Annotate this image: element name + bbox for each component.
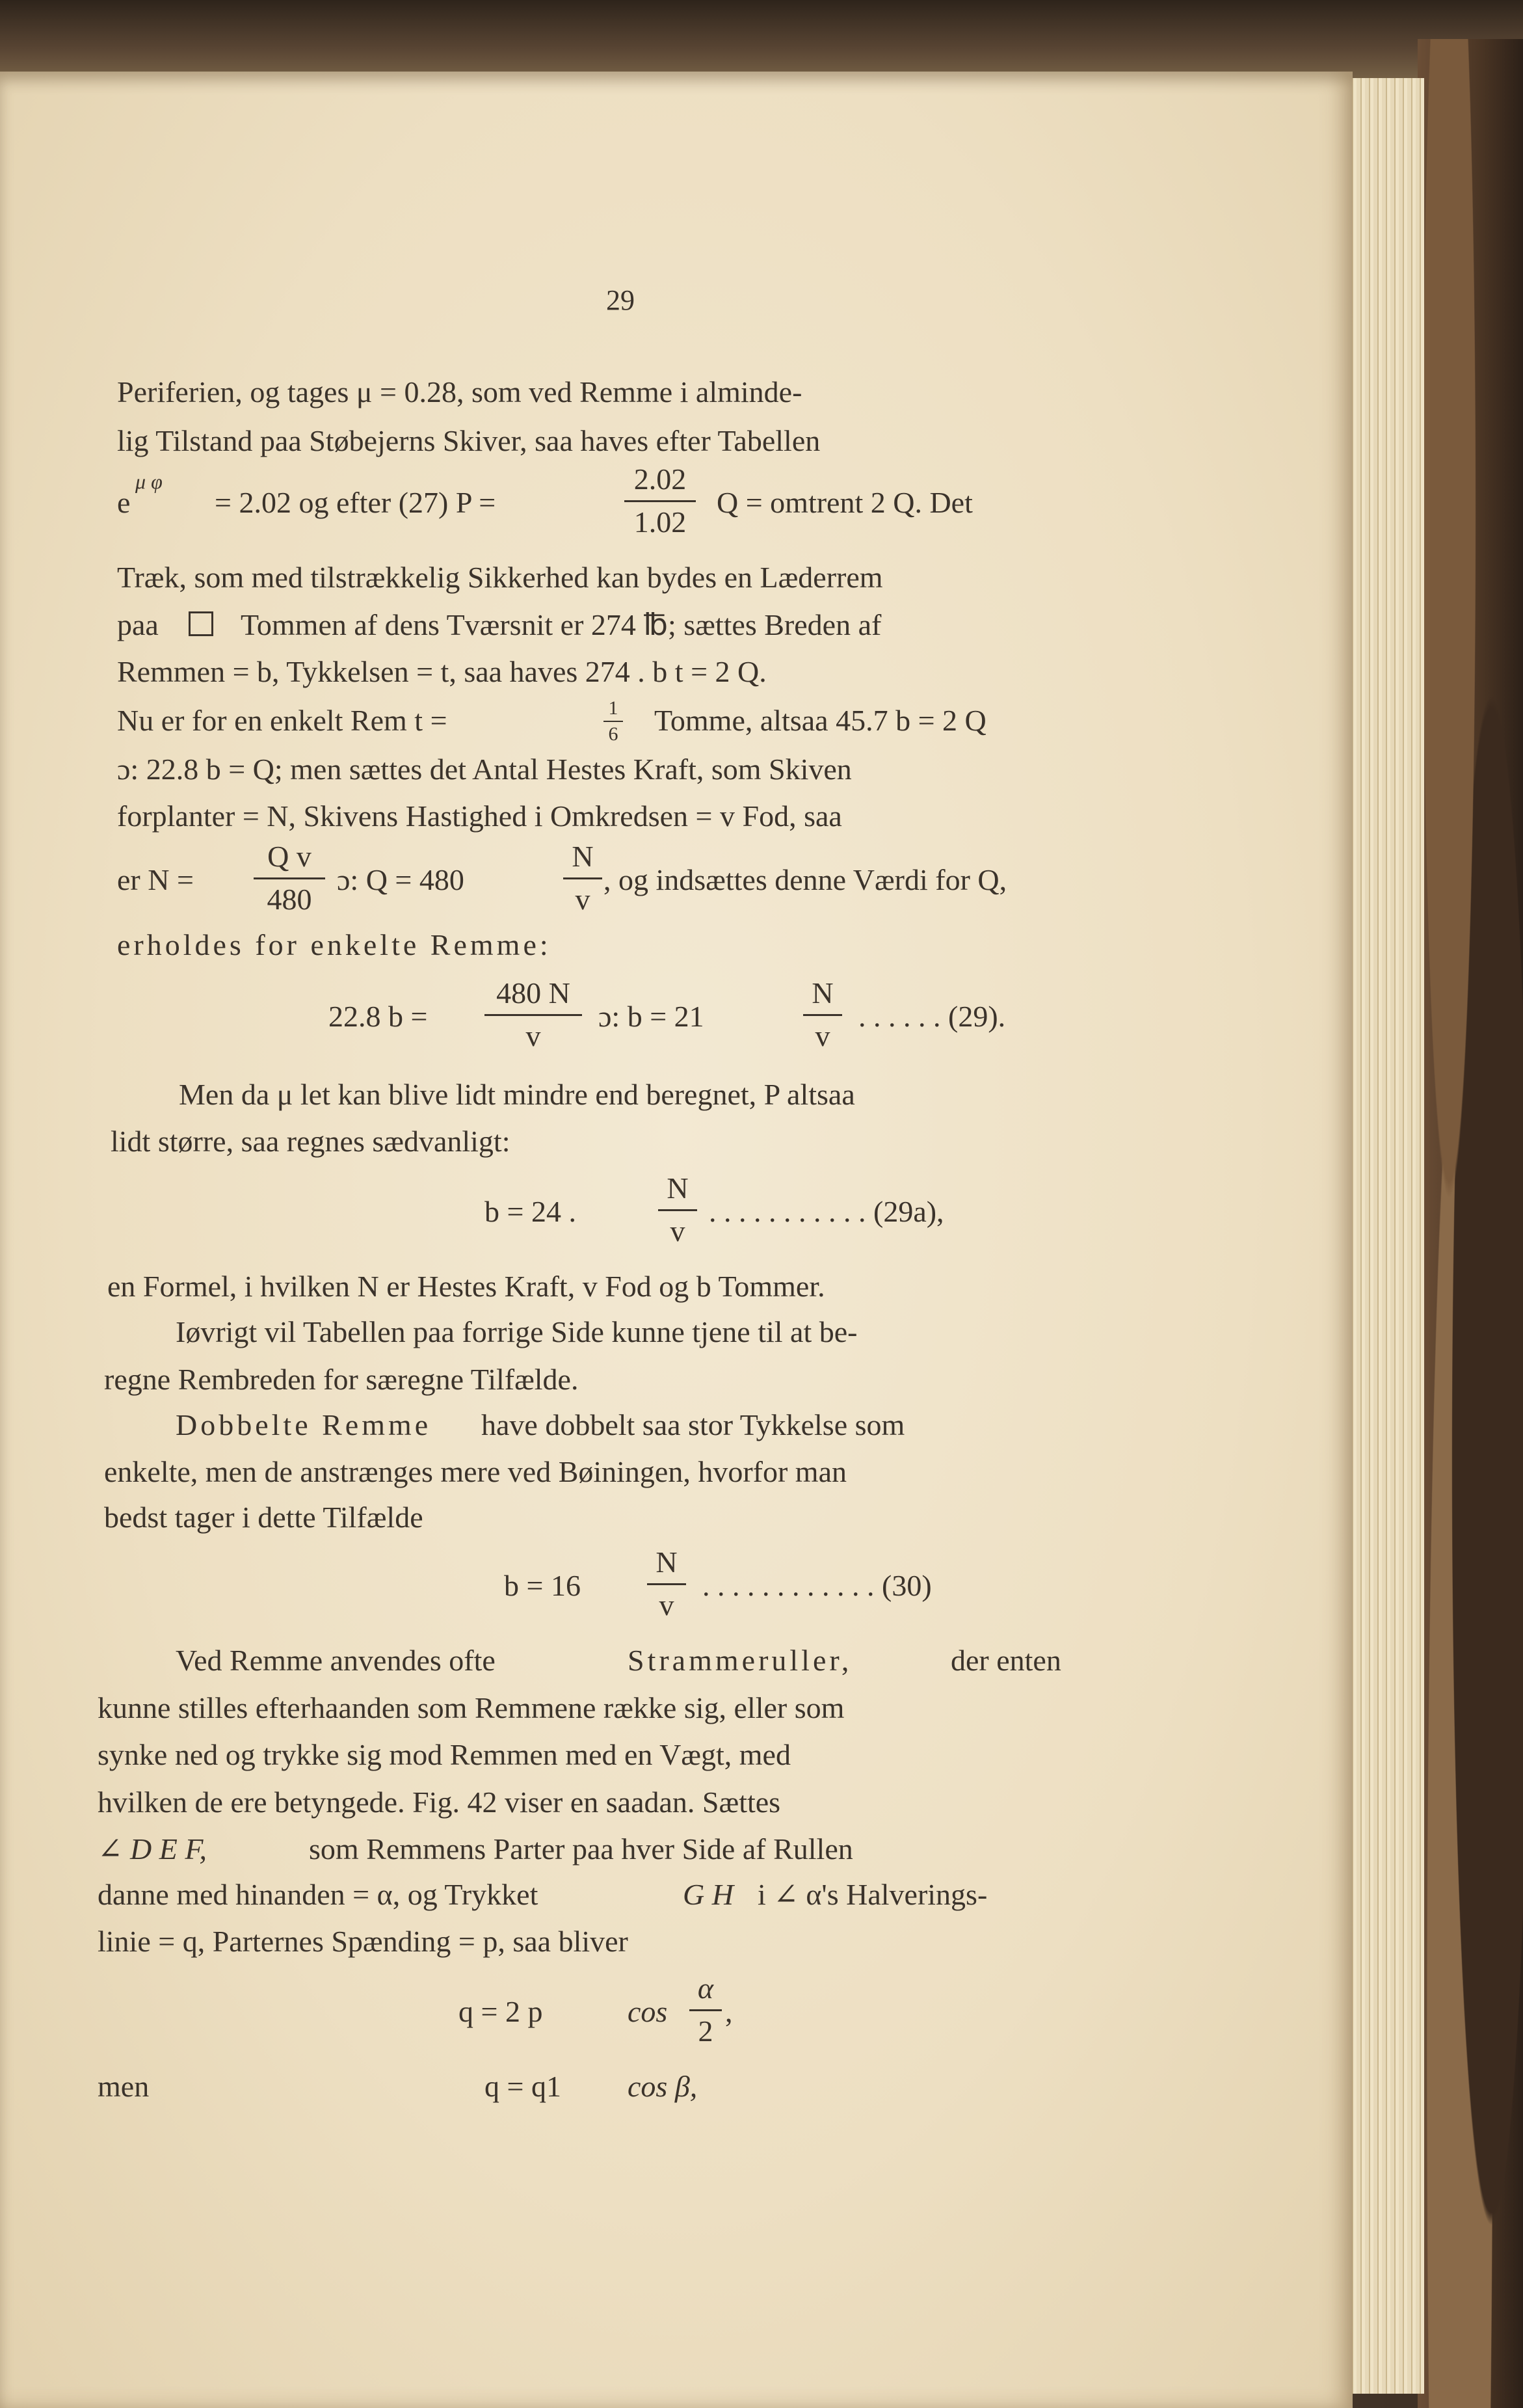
fraction-n-v-3: N v	[658, 1171, 697, 1248]
text-line-3a: = 2.02 og efter (27) P =	[215, 486, 496, 519]
fraction-480n-v: 480 N v	[484, 976, 582, 1053]
text-line-13: lidt større, saa regnes sædvanligt:	[111, 1125, 510, 1158]
text-line-7a: Nu er for en enkelt Rem t =	[117, 704, 447, 737]
text-line-8: ɔ: 22.8 b = Q; men sættes det Antal Hestes Kraft, som Skiven	[117, 753, 852, 786]
fraction-n-v-4: N v	[647, 1545, 686, 1622]
text-line-25a: danne med hinanden = α, og Trykket	[98, 1878, 538, 1911]
text-line-4: Træk, som med tilstrækkelig Sikkerhed kan bydes en Læderrem	[117, 561, 883, 594]
text-line-26: linie = q, Parternes Spænding = p, saa bliver	[98, 1925, 628, 1958]
fraction-sixth: 1 6	[603, 697, 623, 745]
symbol-e: e	[117, 486, 131, 519]
text-line-2: lig Tilstand paa Støbejerns Skiver, saa haves efter Tabellen	[117, 424, 821, 457]
page-number: 29	[606, 284, 635, 316]
fraction-n-v-1: N v	[563, 839, 602, 916]
text-line-3b: Q = omtrent 2 Q. Det	[717, 486, 973, 519]
text-line-14: en Formel, i hvilken N er Hestes Kraft, v Fod og b Tommer.	[107, 1270, 825, 1303]
text-men: men	[98, 2070, 150, 2103]
fraction-n-v-2: N v	[803, 976, 842, 1053]
fraction-qv-480: Q v 480	[254, 839, 325, 916]
eq-q-cos-alpha: q = 2 p	[458, 1995, 543, 2028]
trailing-comma: ,	[725, 1995, 733, 2028]
cos-label-1: cos	[628, 1995, 668, 2028]
text-line-10b: ɔ: Q = 480	[337, 863, 464, 896]
text-line-18: enkelte, men de anstrænges mere ved Bøiningen, hvorfor man	[104, 1455, 847, 1488]
text-line-7b: Tomme, altsaa 45.7 b = 2 Q	[654, 704, 987, 737]
book-cover-edge	[1418, 39, 1523, 2408]
book-page	[0, 72, 1353, 2408]
text-line-6: Remmen = b, Tykkelsen = t, saa haves 274 . b t = 2 Q.	[117, 655, 767, 688]
text-line-17: have dobbelt saa stor Tykkelse som	[481, 1408, 905, 1441]
text-line-9: forplanter = N, Skivens Hastighed i Omkredsen = v Fod, saa	[117, 799, 842, 833]
eq29a-number: . . . . . . . . . . . (29a),	[709, 1195, 944, 1228]
text-line-10a: er N =	[117, 863, 194, 896]
eq30-left: b = 16	[504, 1569, 581, 1602]
square-symbol	[189, 610, 213, 640]
eq-q-q1: q = q1	[484, 2070, 561, 2103]
text-line-19: bedst tager i dette Tilfælde	[104, 1501, 423, 1534]
eq29-mid: ɔ: b = 21	[598, 1000, 704, 1033]
angle-def: ∠ D E F,	[98, 1832, 207, 1866]
cos-beta: cos β,	[628, 2070, 698, 2103]
text-dobbelte-remme: Dobbelte Remme	[176, 1408, 432, 1441]
text-line-5: Tommen af dens Tværsnit er 274 ℔; sættes Breden af	[241, 608, 882, 641]
text-strammeruller: Strammeruller,	[628, 1644, 853, 1677]
text-line-12: Men da μ let kan blive lidt mindre end beregnet, P altsaa	[179, 1078, 855, 1111]
fraction-alpha-2: α 2	[689, 1971, 722, 2048]
text-paa: paa	[117, 608, 159, 641]
text-line-1: Periferien, og tages μ = 0.28, som ved Remme i alminde-	[117, 375, 802, 408]
eq29-number: . . . . . . (29).	[858, 1000, 1006, 1033]
text-line-25b: i ∠ α's Halverings-	[758, 1878, 988, 1911]
text-line-21: kunne stilles efterhaanden som Remmene række sig, eller som	[98, 1691, 845, 1724]
label-gh: G H	[683, 1878, 734, 1911]
eq30-number: . . . . . . . . . . . . (30)	[702, 1569, 932, 1602]
fraction-p: 2.02 1.02	[624, 462, 696, 539]
text-line-11: erholdes for enkelte Remme:	[117, 928, 551, 961]
text-line-24: som Remmens Parter paa hver Side af Rullen	[309, 1832, 853, 1866]
text-line-22: synke ned og trykke sig mod Remmen med en Vægt, med	[98, 1738, 791, 1771]
text-line-15: Iøvrigt vil Tabellen paa forrige Side kunne tjene til at be-	[176, 1315, 858, 1348]
text-line-16: regne Rembreden for særegne Tilfælde.	[104, 1363, 579, 1396]
text-line-10c: , og indsættes denne Værdi for Q,	[603, 863, 1007, 896]
text-line-23: hvilken de ere betyngede. Fig. 42 viser en saadan. Sættes	[98, 1786, 781, 1819]
text-line-20b: der enten	[951, 1644, 1061, 1677]
eq29a-left: b = 24 .	[484, 1195, 576, 1228]
text-line-20a: Ved Remme anvendes ofte	[176, 1644, 496, 1677]
exponent-mu-phi: μ φ	[135, 470, 163, 493]
eq29-left: 22.8 b =	[328, 1000, 428, 1033]
